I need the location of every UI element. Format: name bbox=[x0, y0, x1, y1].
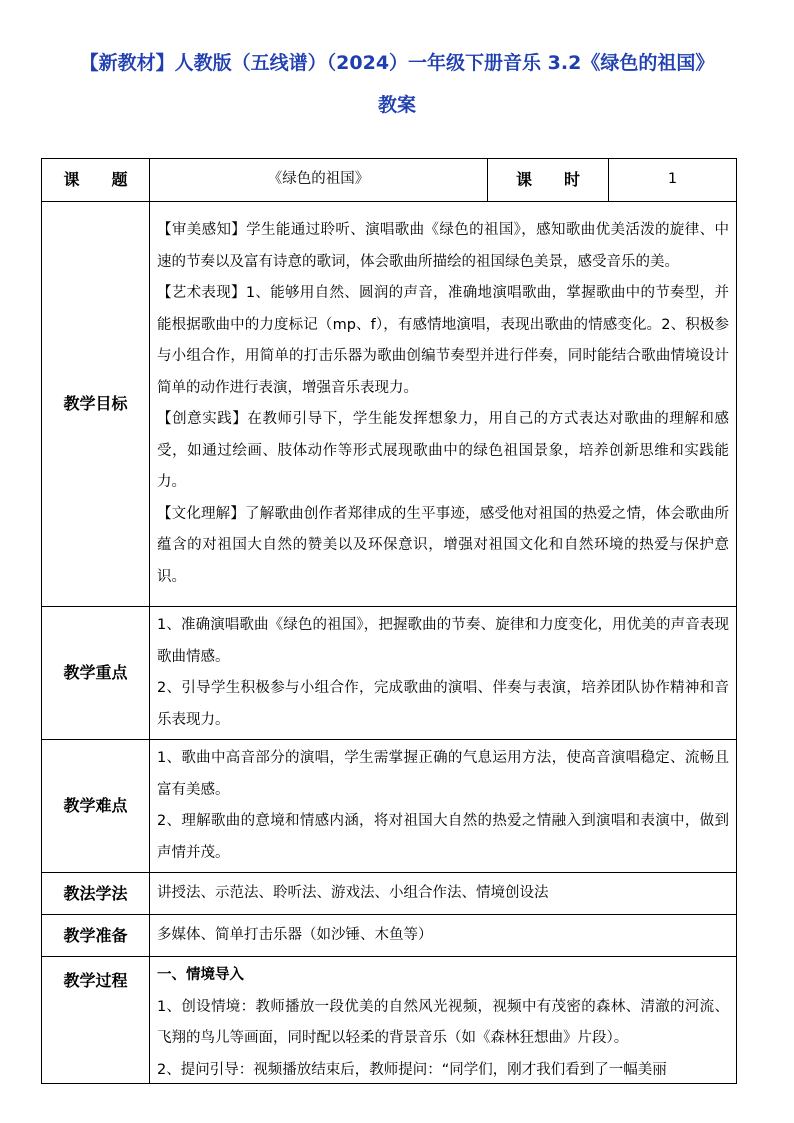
objective-culture: 【文化理解】了解歌曲创作者郑律成的生平事迹，感受他对祖国的热爱之情，体会歌曲所蕴含的对祖国大自然的赞美以及环保意识，增强对祖国文化和自然环境的热爱与保护意识。 bbox=[157, 505, 729, 585]
methods-label: 教法学法 bbox=[42, 873, 150, 915]
topic-label: 课 题 bbox=[42, 159, 150, 202]
preparation-label: 教学准备 bbox=[42, 915, 150, 957]
preparation-value: 多媒体、简单打击乐器（如沙锤、木鱼等） bbox=[150, 915, 737, 957]
objective-creative: 【创意实践】在教师引导下，学生能发挥想象力，用自己的方式表达对歌曲的理解和感受，如通过绘画、肢体动作等形式展现歌曲中的绿色祖国景象，培养创新思维和实践能力。 bbox=[157, 411, 729, 490]
key-point-1: 1、准确演唱歌曲《绿色的祖国》，把握歌曲的节奏、旋律和力度变化，用优美的声音表现歌曲情感。 bbox=[157, 617, 729, 665]
difficulty-1: 1、歌曲中高音部分的演唱，学生需掌握正确的气息运用方法，使高音演唱稳定、流畅且富有美感。 bbox=[157, 750, 729, 798]
process-label: 教学过程 bbox=[42, 957, 150, 1084]
key-points-row bbox=[42, 607, 737, 740]
process-row bbox=[42, 957, 737, 1084]
process-step-1: 1、创设情境：教师播放一段优美的自然风光视频，视频中有茂密的森林、清澈的河流、飞翔的鸟儿等画面，同时配以轻柔的背景音乐（如《森林狂想曲》片段）。 bbox=[157, 998, 729, 1046]
key-point-2: 2、引导学生积极参与小组合作，完成歌曲的演唱、伴奏与表演，培养团队协作精神和音乐表现力。 bbox=[157, 680, 729, 728]
hours-value: 1 bbox=[609, 159, 737, 202]
document-subtitle: 教案 bbox=[377, 94, 416, 116]
preparation-row bbox=[42, 915, 737, 957]
objectives-row bbox=[42, 202, 737, 607]
difficulties-row bbox=[42, 740, 737, 873]
objectives-label: 教学目标 bbox=[42, 202, 150, 607]
header-row bbox=[42, 159, 737, 202]
process-content bbox=[150, 957, 737, 1084]
process-heading: 一、情境导入 bbox=[157, 967, 244, 983]
process-step-2: 2、提问引导：视频播放结束后，教师提问：“同学们，刚才我们看到了一幅美丽 bbox=[157, 1061, 667, 1078]
difficulty-2: 2、理解歌曲的意境和情感内涵，将对祖国大自然的热爱之情融入到演唱和表演中，做到声情并茂。 bbox=[157, 813, 729, 861]
difficulties-label: 教学难点 bbox=[42, 740, 150, 873]
objective-expression: 【艺术表现】1、能够用自然、圆润的声音，准确地演唱歌曲，掌握歌曲中的节奏型，并能根据歌曲中的力度标记（mp、f），有感情地演唱，表现出歌曲的情感变化。2、积极参与小组合作，用简单的打击乐器为歌曲创编节奏型并进行伴奏，同时能结合歌曲情境设计简单的动作进行表演，增强音乐表现力。 bbox=[157, 285, 729, 396]
topic-value: 《绿色的祖国》 bbox=[150, 159, 488, 202]
lesson-plan-table bbox=[41, 158, 737, 1084]
objective-aesthetic: 【审美感知】学生能通过聆听、演唱歌曲《绿色的祖国》，感知歌曲优美活泼的旋律、中速的节奏以及富有诗意的歌词，体会歌曲所描绘的祖国绿色美景，感受音乐的美。 bbox=[157, 222, 729, 270]
key-points-content bbox=[150, 607, 737, 740]
difficulties-content bbox=[150, 740, 737, 873]
methods-value: 讲授法、示范法、聆听法、游戏法、小组合作法、情境创设法 bbox=[150, 873, 737, 915]
hours-label: 课 时 bbox=[488, 159, 609, 202]
objectives-content bbox=[150, 202, 737, 607]
key-points-label: 教学重点 bbox=[42, 607, 150, 740]
document-title: 【新教材】人教版（五线谱）（2024）一年级下册音乐 3.2《绿色的祖国》 bbox=[79, 52, 715, 74]
methods-row bbox=[42, 873, 737, 915]
